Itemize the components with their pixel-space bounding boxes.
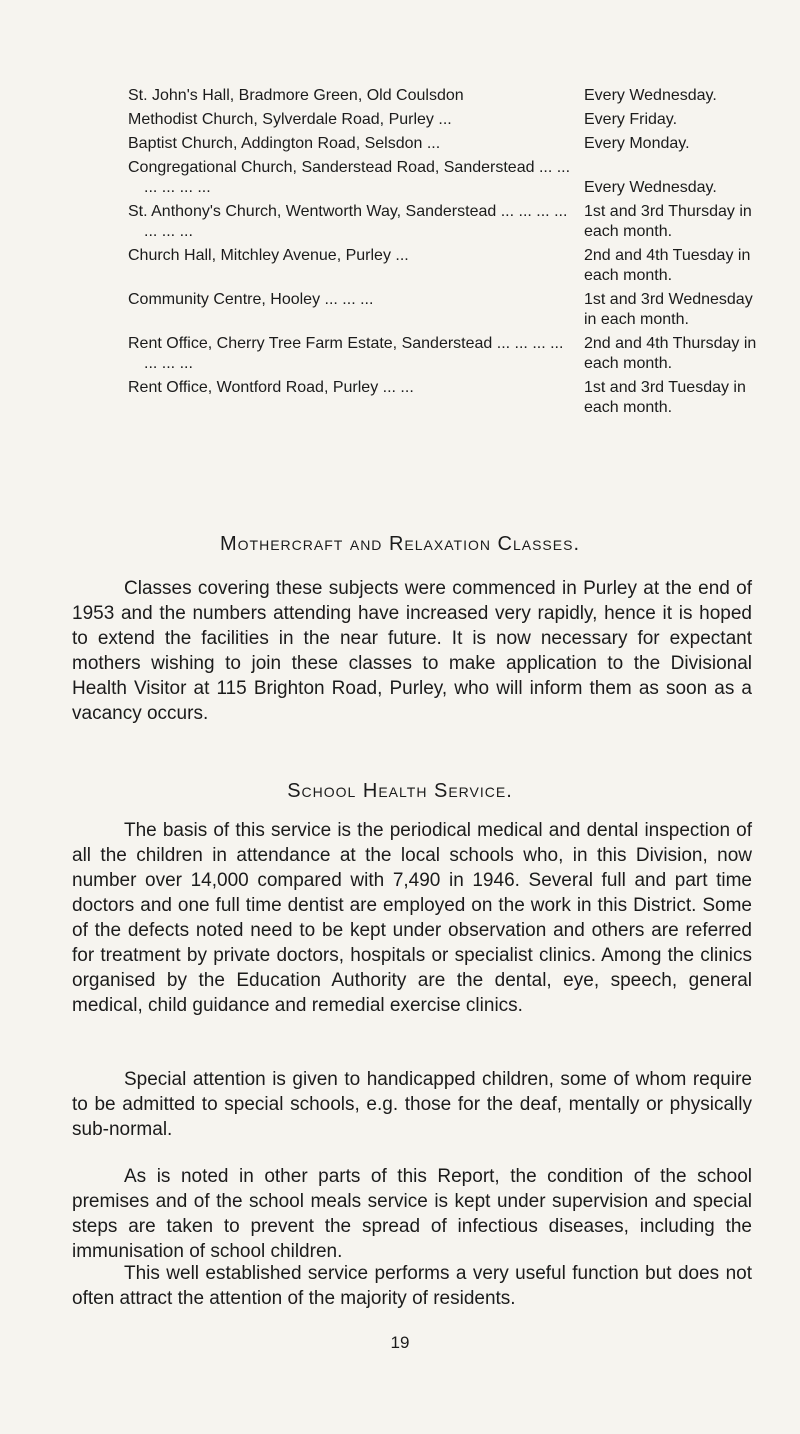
schedule-time: Every Wednesday.: [584, 87, 717, 104]
schedule-time: 2nd and 4th Tuesday in each month.: [584, 247, 751, 284]
schedule-row: [128, 378, 760, 418]
school-health-paragraph: Special attention is given to handicapped children, some of whom require to be admitted to special schools, e.g. those for the deaf, mentally or physically sub-normal.: [72, 1069, 752, 1140]
schedule-row: [128, 110, 760, 130]
schedule-time: 1st and 3rd Tuesday in each month.: [584, 379, 746, 416]
schedule-row: [128, 246, 760, 286]
school-health-paragraph: The basis of this service is the periodical medical and dental inspection of all the children in attendance at the local schools who, in this Division, now number over 14,000 compared with 7,490 in 1946. Several full and part time doctors and one full time dentist are employed on the work in this District. Some of the defects noted need to be kept under observation and others are referred for treatment by private doctors, hospitals or specialist clinics. Among the clinics organised by the Education Authority are the dental, eye, speech, general medical, child guidance and remedial exercise clinics.: [72, 820, 752, 1016]
schedule-time: Every Monday.: [584, 135, 690, 152]
schedule-time: 1st and 3rd Thursday in each month.: [584, 203, 752, 240]
schedule-place: Rent Office, Cherry Tree Farm Estate, Sanderstead ... ... ... ... ... ... ...: [128, 335, 564, 372]
schedule-place: Baptist Church, Addington Road, Selsdon ...: [128, 135, 441, 152]
schedule-place: Rent Office, Wontford Road, Purley ... ...: [128, 379, 414, 396]
schedule-place: St. Anthony's Church, Wentworth Way, Sanderstead ... ... ... ... ... ... ...: [128, 203, 568, 240]
schedule-place: Congregational Church, Sanderstead Road, Sanderstead ... ... ... ... ... ...: [128, 159, 571, 196]
schedule-time: 2nd and 4th Thursday in each month.: [584, 335, 757, 372]
mothercraft-paragraph: Classes covering these subjects were commenced in Purley at the end of 1953 and the numbers attending have increased very rapidly, hence it is hoped to extend the facilities in the near future. It is now necessary for expectant mothers wishing to join these classes to make application to the Divisional Health Visitor at 115 Brighton Road, Purley, who will inform them as soon as a vacancy occurs.: [72, 578, 752, 724]
schedule-row: [128, 134, 760, 154]
schedule-place: Church Hall, Mitchley Avenue, Purley ...: [128, 247, 409, 264]
schedule-place: St. John's Hall, Bradmore Green, Old Coulsdon: [128, 87, 464, 104]
schedule-time: Every Wednesday.: [584, 179, 717, 196]
school-health-paragraph: This well established service performs a very useful function but does not often attract the attention of the majority of residents.: [72, 1263, 752, 1309]
schedule-row: [128, 158, 760, 198]
schedule-time: 1st and 3rd Wednesday in each month.: [584, 291, 753, 328]
section-heading-mothercraft: Mothercraft and Relaxation Classes.: [219, 533, 580, 555]
clinic-schedule: [128, 86, 760, 422]
schedule-row: [128, 86, 760, 106]
schedule-row: [128, 334, 760, 374]
schedule-place: Methodist Church, Sylverdale Road, Purley ...: [128, 111, 452, 128]
schedule-row: [128, 202, 760, 242]
schedule-time: Every Friday.: [584, 111, 678, 128]
page-number: 19: [390, 1333, 410, 1352]
schedule-row: [128, 290, 760, 330]
school-health-paragraph: As is noted in other parts of this Report, the condition of the school premises and of the school meals service is kept under supervision and special steps are taken to prevent the spread of infectious diseases, including the immunisation of school children.: [72, 1166, 752, 1262]
schedule-place: Community Centre, Hooley ... ... ...: [128, 291, 374, 308]
section-heading-school-health: School Health Service.: [287, 780, 513, 802]
